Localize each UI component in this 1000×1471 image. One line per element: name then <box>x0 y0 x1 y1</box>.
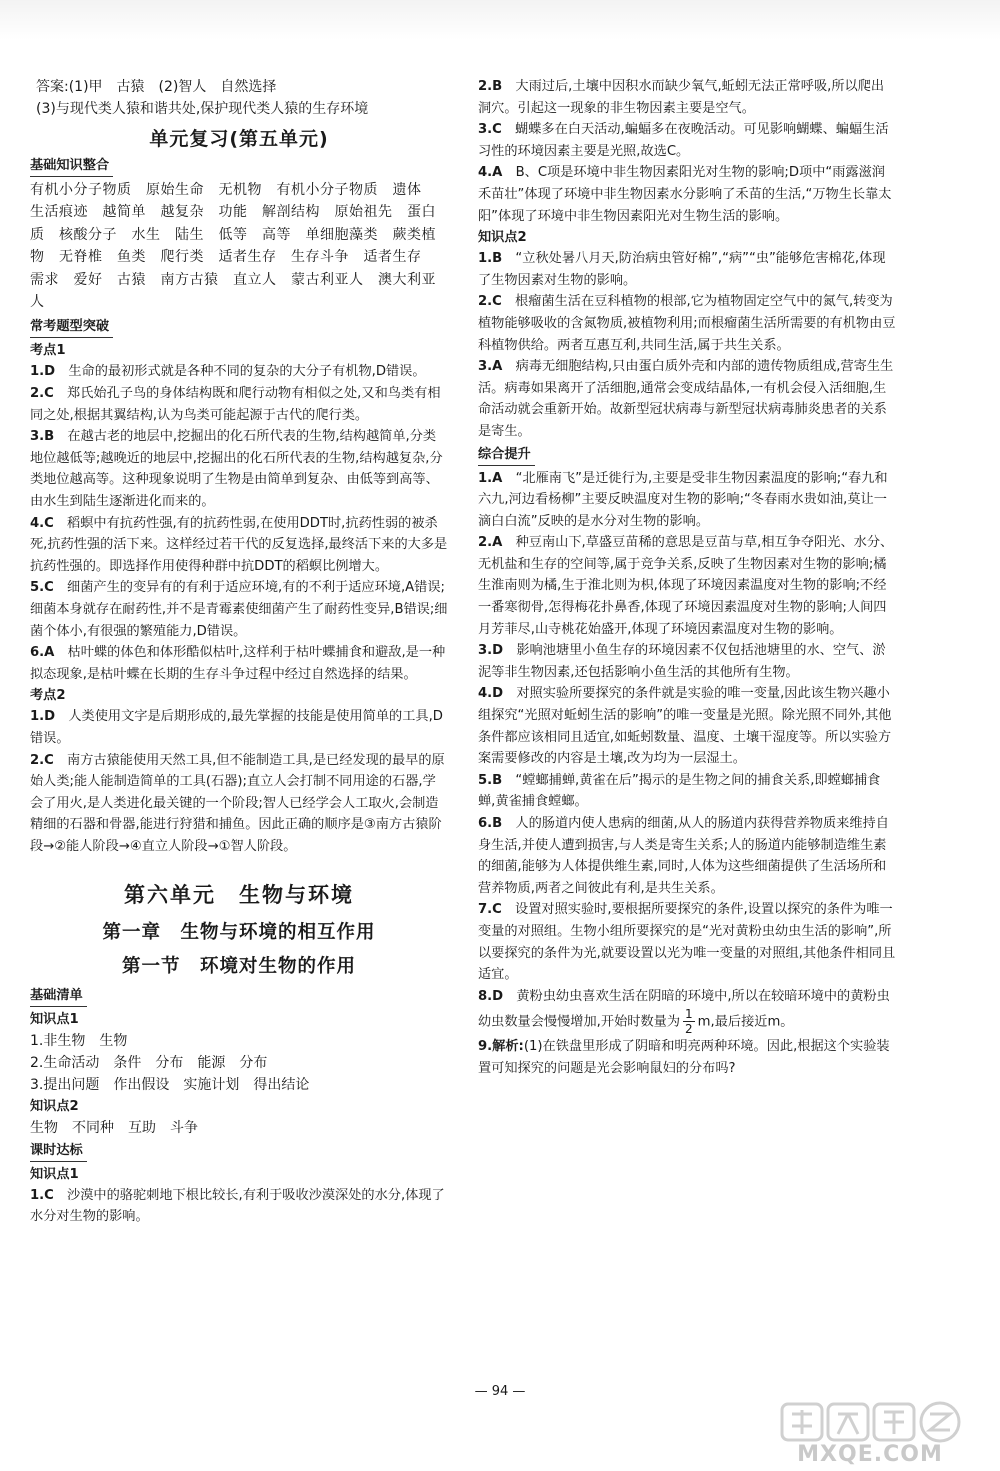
answer-item: 4.C 稻螟中有抗药性强,有的抗药性弱,在使用DDT时,抗药性弱的被杀死,抗药性强的活下来。这样经过若干代的反复选择,最终活下来的大多是抗药性强的。即选择作用使得种群中抗DDT的稻螟比例增大。 <box>30 515 448 574</box>
answer-item: 6.A 枯叶蝶的体色和体形酷似枯叶,这样利于枯叶蝶捕食和避敌,是一种拟态现象,是枯叶蝶在长期的生存斗争过程中经过自然选择的结果。 <box>30 645 446 682</box>
fill-line: 1.非生物 生物 <box>30 1032 128 1049</box>
kaodian-1-label: 考点1 <box>30 343 66 359</box>
left-column <box>30 76 448 1228</box>
answer-item: 5.C 细菌产生的变异有的有利于适应环境,有的不利于适应环境,A错误;细菌本身就存在耐药性,并不是青霉素使细菌产生了耐药性变异,B错误;细菌个体小,有很强的繁殖能力,D错误。 <box>30 580 448 639</box>
zhishidian-1-label: 知识点1 <box>30 1011 79 1027</box>
unit-6-title: 第六单元 生物与环境 <box>124 882 354 907</box>
answer-item: 4.D 对照实验所要探究的条件就是实验的唯一变量,因此该生物兴趣小组探究“光照对蚯蚓生活的影响”的唯一变量是光照。除光照不同外,其他条件都应该相同且适宜,如蚯蚓数量、温度、土壤干湿度等。所以实验方案需要修改的内容是土壤,改为均为一层湿土。 <box>478 686 892 767</box>
fraction: $\frac{1}{2}$ <box>685 1007 693 1037</box>
zhishidian-1b-label: 知识点1 <box>30 1166 79 1182</box>
zhishidian-2-label: 知识点2 <box>478 230 527 246</box>
kaodian-1-list <box>30 361 448 685</box>
answer-item: 6.B 人的肠道内使人患病的细菌,从人的肠道内获得营养物质来维持自身生活,并使人遭到损害,与人类是寄生关系;人的肠道内能够制造维生素的细菌,能够为人体提供维生素,同时,人体为这些细菌提供了生活场所和营养物质,两者之间彼此有利,是共生关系。 <box>478 816 889 896</box>
answer-item: 4.A B、C项是环境中非生物因素阳光对生物的影响;D项中“雨露滋润禾苗壮”体现了环境中非生物因素水分影响了禾苗的生活,“万物生长靠太阳”体现了环境中非生物因素阳光对生物生活的影响。 <box>478 165 892 224</box>
answer-item: 1.C 沙漠中的骆驼刺地下根比较长,有利于吸收沙漠深处的水分,体现了水分对生物的影响。 <box>30 1187 445 1225</box>
answer-item: 7.C 设置对照实验时,要根据所要探究的条件,设置以探究的条件为唯一变量的对照组。生物小组所要探究的是“光对黄粉虫幼虫生活的影响”,所以要探究的条件为光,就要设置以光为唯一变量的对照组,其他条件相同且适宜。 <box>478 902 896 983</box>
watermark-url: MXQE.COM <box>797 1442 943 1467</box>
answer-line-1: 答案:(1)甲 古猿 (2)智人 自然选择 <box>36 79 277 95</box>
watermark <box>770 1398 970 1470</box>
answer-item: 5.B “螳螂捕蝉,黄雀在后”揭示的是生物之间的捕食关系,即螳螂捕食蝉,黄雀捕食螳螂。 <box>478 772 881 810</box>
watermark-logo-icon <box>780 1400 966 1444</box>
fill-line: 3.提出问题 作出假设 实施计划 得出结论 <box>30 1076 310 1093</box>
fill-line: 生物 不同种 互助 斗争 <box>30 1119 198 1136</box>
answer-item: 3.D 影响池塘里小鱼生存的环境因素不仅包括池塘里的水、空气、淤泥等非生物因素,还包括影响小鱼生活的其他所有生物。 <box>478 643 886 680</box>
chapter-1-title: 第一章 生物与环境的相互作用 <box>102 921 376 943</box>
answer-item: 2.C 根瘤菌生活在豆科植物的根部,它为植物固定空气中的氮气,转变为植物能够吸收的含氮物质,被植物利用;而根瘤菌生活所需要的有机物由豆科植物供给。两者互惠互利,共同生活,属于共生关系。 <box>478 294 896 353</box>
section-label-jichu: 基础清单 <box>30 986 87 1007</box>
basic-answers: 有机小分子物质 原始生命 无机物 有机小分子物质 遗体 生活痕迹 越简单 越复杂 功能 解剖结构 原始祖先 蛋白质 核酸分子 水生 陆生 低等 高等 单细胞藻类 蕨类植物 无脊椎 鱼类 爬行类 适者生存 生存斗争 适者生存 需求 爱好 古猿 南方古猿 直立人 蒙古利亚人 澳大利亚人 <box>30 182 436 311</box>
section-1-title: 第一节 环境对生物的作用 <box>121 955 356 977</box>
answer-item-9: 9.解析:(1)在铁盘里形成了阴暗和明亮两种环境。因此,根据这个实验装置可知探究的问题是光会影响鼠妇的分布吗? <box>478 1039 890 1076</box>
kaodian-2-label: 考点2 <box>30 688 66 704</box>
zhishidian-2-label: 知识点2 <box>30 1098 79 1114</box>
answer-item-8: 8.D 黄粉虫幼虫喜欢生活在阴暗的环境中,所以在较暗环境中的黄粉虫幼虫数量会慢慢增加,开始时数量为 $\frac{1}{2}$ m,最后接近m。 <box>478 988 890 1037</box>
scan-shade <box>0 0 1000 40</box>
answer-item: 3.C 蝴蝶多在白天活动,蝙蝠多在夜晚活动。可见影响蝴蝶、蝙蝠生活习性的环境因素主要是光照,故选C。 <box>478 122 889 159</box>
answer-item: 3.A 病毒无细胞结构,只由蛋白质外壳和内部的遗传物质组成,营寄生生活。病毒如果离开了活细胞,通常会变成结晶体,一有机会侵入活细胞,生命活动就会重新开始。故新型冠状病毒与新型冠状病毒肺炎患者的关系是寄生。 <box>478 359 894 439</box>
answer-item: 1.D 生命的最初形式就是各种不同的复杂的大分子有机物,D错误。 <box>30 364 426 380</box>
section-label-basic: 基础知识整合 <box>30 156 113 177</box>
section-label-changkao: 常考题型突破 <box>30 317 113 338</box>
answer-item: 3.B 在越古老的地层中,挖掘出的化石所代表的生物,结构越简单,分类地位越低等;越晚近的地层中,挖掘出的化石所代表的生物,结构越复杂,分类地位越高等。这种现象说明了生物是由简单到复杂、由低等到高等、由水生到陆生逐渐进化而来的。 <box>30 429 443 509</box>
answer-item: 2.B 大雨过后,土壤中因积水而缺少氧气,蚯蚓无法正常呼吸,所以爬出洞穴。引起这一现象的非生物因素主要是空气。 <box>478 79 885 116</box>
answer-item: 2.A 种豆南山下,草盛豆苗稀的意思是豆苗与草,相互争夺阳光、水分、无机盐和生存的空间等,属于竞争关系,反映了生物因素对生物的影响;橘生淮南则为橘,生于淮北则为枳,体现了环境因素温度对生物的影响;不经一番寒彻骨,怎得梅花扑鼻香,体现了环境因素温度对生物的影响;人间四月芳菲尽,山寺桃花始盛开,体现了环境因素温度对生物的影响。 <box>478 535 894 637</box>
answer-item: 2.C 南方古猿能使用天然工具,但不能制造工具,是已经发现的最早的原始人类;能人能制造简单的工具(石器);直立人会打制不同用途的石器,学会了用火,是人类进化最关键的一个阶段;智人已经学会人工取火,会制造精细的石器和骨器,能进行狩猎和捕鱼。因此正确的顺序是③南方古猿阶段→②能人阶段→④直立人阶段→①智人阶段。 <box>30 752 445 854</box>
answer-item: 1.D 人类使用文字是后期形成的,最先掌握的技能是使用简单的工具,D错误。 <box>30 709 443 746</box>
answer-item: 1.B “立秋处暑八月天,防治病虫管好棉”,“病”“虫”能够危害棉花,体现了生物因素对生物的影响。 <box>478 251 886 288</box>
answer-item: 2.C 郑氏始孔子鸟的身体结构既和爬行动物有相似之处,又和鸟类有相同之处,根据其翼结构,认为鸟类可能起源于古代的爬行类。 <box>30 386 441 423</box>
kaodian-2-list <box>30 706 448 857</box>
section-label-zonghe: 综合提升 <box>478 445 535 466</box>
answer-line-2: (3)与现代类人猿和谐共处,保护现代类人猿的生存环境 <box>36 101 369 117</box>
unit-review-title: 单元复习(第五单元) <box>149 128 329 150</box>
page-number: — 94 — <box>474 1384 526 1399</box>
section-label-keshi: 课时达标 <box>30 1141 87 1162</box>
fill-line: 2.生命活动 条件 分布 能源 分布 <box>30 1054 268 1071</box>
answer-item: 1.A “北雁南飞”是迁徙行为,主要是受非生物因素温度的影响;“春九和六九,河边看杨柳”主要反映温度对生物的影响;“冬春雨水贵如油,莫让一滴白白流”反映的是水分对生物的影响。 <box>478 470 888 529</box>
right-column <box>478 76 896 1080</box>
